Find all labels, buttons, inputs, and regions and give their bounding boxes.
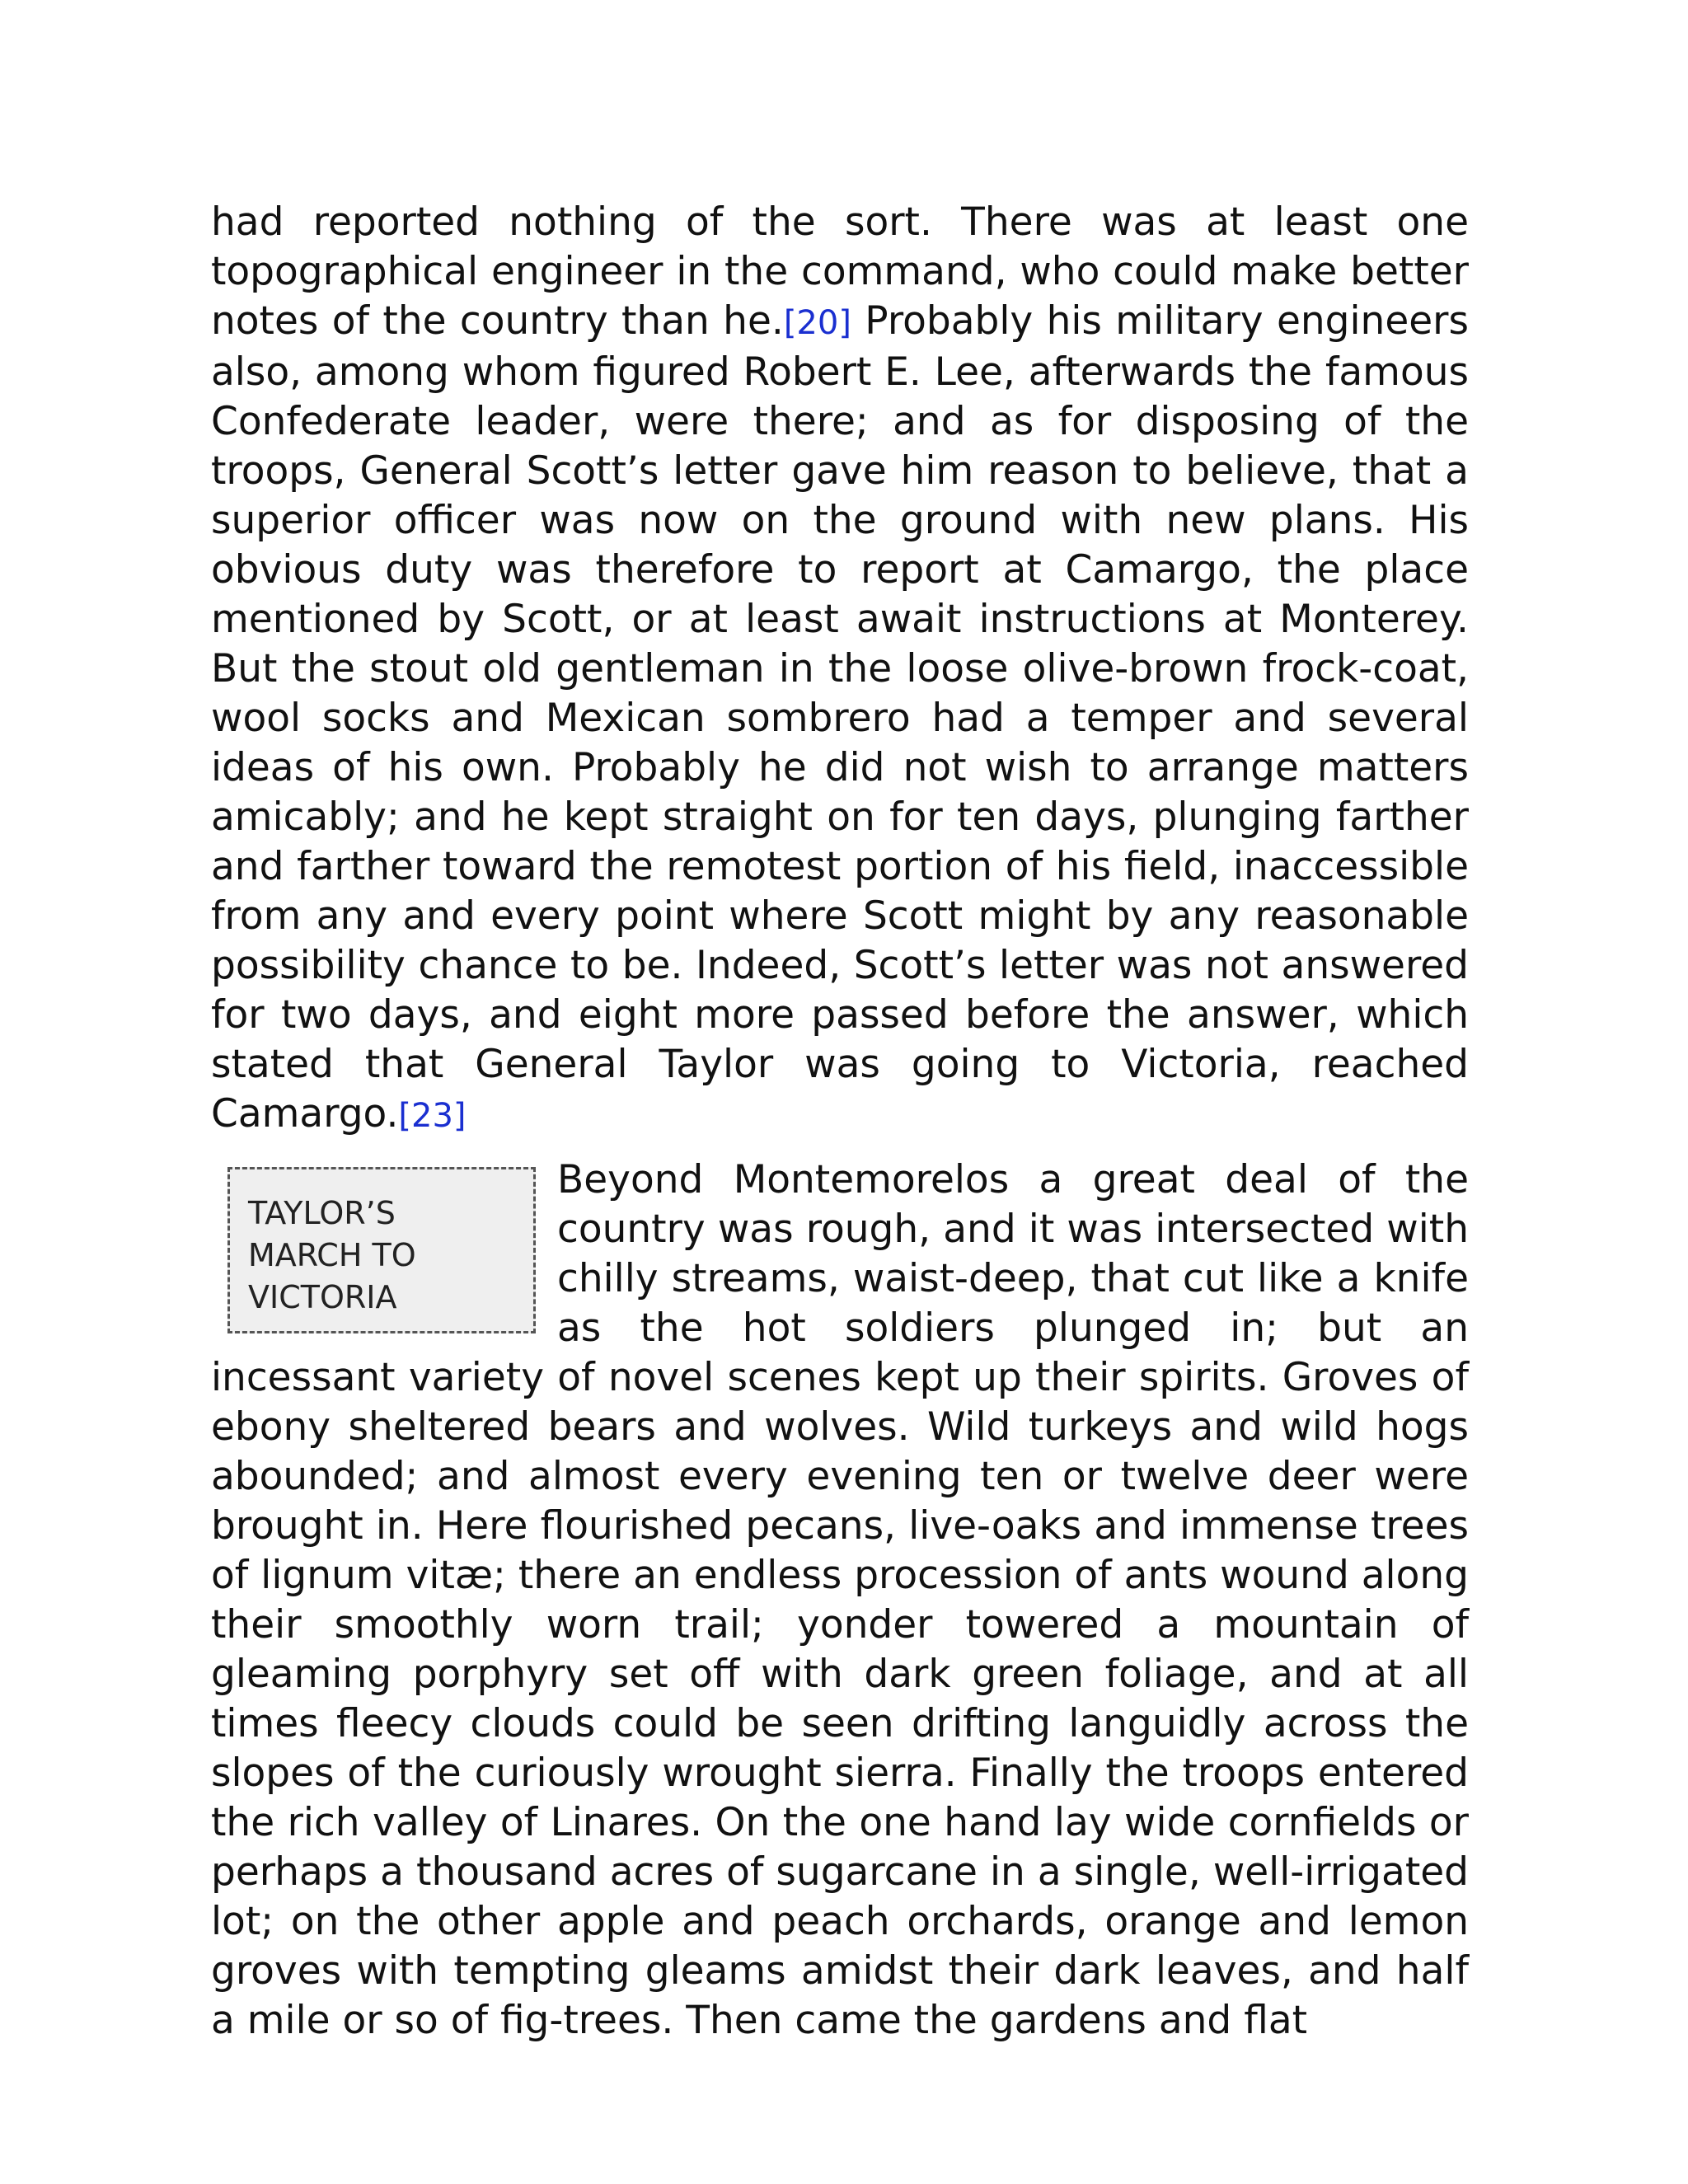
sidenote-line: MARCH TO	[248, 1237, 416, 1273]
book-page	[211, 198, 1469, 2046]
paragraph-text: Probably his military engineers also, among whom figured Robert E. Lee, afterwards the famous Confederate leader, were there; and as for disposing of the troops, General Scott’s letter gave him reason to believe, that a superior officer was now on the ground with new plans. His obvious duty was therefore to report at Camargo, the place mentioned by Scott, or at least await instructions at Monterey. But the stout old gentleman in the loose olive-brown frock-coat, wool socks and Mexican sombrero had a temper and several ideas of his own. Probably he did not wish to arrange matters amicably; and he kept straight on for ten days, plunging farther and farther toward the remotest portion of his field, inaccessible from any and every point where Scott might by any reasonable possibility chance to be. Indeed, Scott’s letter was not answered for two days, and eight more passed before the answer, which stated that General Taylor was going to Victoria, reached Camargo.	[211, 298, 1469, 1137]
sidenote-line: VICTORIA	[248, 1279, 397, 1315]
paragraph-text: had reported nothing of the sort. There was at least one topographical engineer in the command, who could make better notes of the country than he.	[211, 199, 1469, 344]
footnote-ref-20[interactable]: [20]	[783, 304, 851, 342]
paragraph-march-to-victoria	[211, 1155, 1469, 2046]
paragraph-text: Beyond Montemorelos a great deal of the country was rough, and it was intersected with chilly streams, waist-deep, that cut like a knife as the hot soldiers plunged in; but an incessant variety of novel scenes kept up their spirits. Groves of ebony sheltered bears and wolves. Wild turkeys and wild hogs abounded; and almost every evening ten or twelve deer were brought in. Here flourished pecans, live-oaks and immense trees of lignum vitæ; there an endless procession of ants wound along their smoothly worn trail; yonder towered a mountain of gleaming porphyry set off with dark green foliage, and at all times fleecy clouds could be seen drifting languidly across the slopes of the curiously wrought sierra. Finally the troops entered the rich valley of Linares. On the one hand lay wide cornfields or perhaps a thousand acres of sugarcane in a single, well-irrigated lot; on the other apple and peach orchards, orange and lemon groves with tempting gleams amidst their dark leaves, and half a mile or so of fig-trees. Then came the gardens and flat	[211, 1157, 1469, 2043]
footnote-ref-23[interactable]: [23]	[398, 1097, 467, 1135]
sidenote-box	[227, 1167, 536, 1333]
sidenote-line: TAYLOR’S	[248, 1195, 396, 1231]
paragraph-taylor-orders	[211, 198, 1469, 1141]
